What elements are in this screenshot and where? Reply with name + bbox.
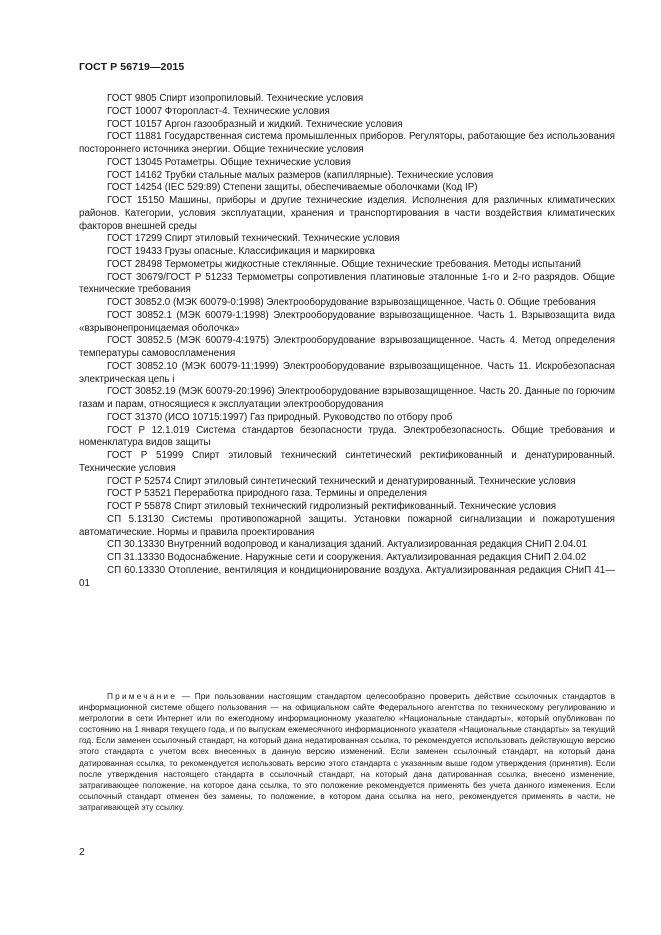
- note-paragraph: [79, 691, 615, 813]
- normative-references-list: [79, 93, 615, 590]
- reference-item: ГОСТ 30852.1 (МЭК 60079-1:1998) Электрооборудование взрывозащищенное. Часть 1. Взрывозащита вида «взрывонепроницаемая оболочка»: [79, 309, 615, 334]
- reference-item: ГОСТ 28498 Термометры жидкостные стеклянные. Общие технические требования. Методы испытаний: [107, 258, 581, 270]
- reference-item: ГОСТ 13045 Ротаметры. Общие технические условия: [107, 156, 351, 168]
- reference-item: ГОСТ Р 53521 Переработка природного газа. Термины и определения: [107, 488, 427, 500]
- reference-item: СП 60.13330 Отопление, вентиляция и кондиционирование воздуха. Актуализированная редакция СНиП 41—01: [79, 564, 615, 589]
- reference-item: ГОСТ 19433 Грузы опасные. Классификация и маркировка: [107, 246, 375, 257]
- reference-item: СП 31.13330 Водоснабжение. Наружные сети и сооружения. Актуализированная редакция СНиП 2.04.02: [107, 552, 587, 563]
- note-label: Примечание: [107, 691, 178, 701]
- reference-item: ГОСТ 10007 Фторопласт-4. Технические условия: [107, 105, 330, 117]
- reference-item: ГОСТ 9805 Спирт изопропиловый. Технические условия: [107, 93, 364, 104]
- note-text: При пользовании настоящим стандартом целесообразно проверить действие ссылочных стандартов в информационной системе общего пользования — на официальном сайте Федерального агентства по техническому регулированию и метрологии в сети Интернет или по ежегодному информационному указателю «Национальные стандарты», который опубликован по состоянию на 1 января текущего года, и по выпускам ежемесячного информационного указателя «Национальные стандарты» за текущий год. Если заменен ссылочный стандарт, на который дана недатированная ссылка, то рекомендуется использовать действующую версию этого стандарта с учетом всех внесенных в данную версию изменений. Если заменен ссылочный стандарт, на который дана датированная ссылка, то рекомендуется использовать версию этого стандарта с указанным выше годом утверждения (принятия). Если после утверждения настоящего стандарта в ссылочный стандарт, на который дана датированная ссылка, внесено изменение, затрагивающее положение, на которое дана ссылка, то это положение рекомендуется применять без учета данного изменения. Если ссылочный стандарт отменен без замены, то положение, в котором дана ссылка на него, рекомендуется применять в части, не затрагивающей эту ссылку.: [79, 691, 615, 812]
- reference-item: ГОСТ 14254 (IEC 529:89) Степени защиты, обеспечиваемые оболочками (Код IP): [107, 182, 478, 194]
- page-number: 2: [79, 846, 85, 858]
- note-dash: —: [177, 691, 195, 701]
- reference-item: ГОСТ 17299 Спирт этиловый технический. Технические условия: [107, 233, 400, 245]
- reference-item: ГОСТ Р 55878 Спирт этиловый технический гидролизный ректификованный. Технические условия: [107, 501, 557, 512]
- reference-item: ГОСТ 11881 Государственная система промышленных приборов. Регуляторы, работающие без использования постороннего источника энергии. Общие технические условия: [79, 131, 615, 155]
- reference-item: СП 5.13130 Системы противопожарной защиты. Установки пожарной сигнализации и пожаротушения автоматические. Нормы и правила проектирования: [79, 513, 615, 538]
- reference-item: ГОСТ Р 12.1.019 Система стандартов безопасности труда. Электробезопасность. Общие требования и номенклатура видов защиты: [79, 424, 615, 449]
- reference-item: ГОСТ 15150 Машины, приборы и другие технические изделия. Исполнения для различных климатических районов. Категории, условия эксплуатации, хранения и транспортирования в части воздействия климатических факторов внешней среды: [79, 195, 615, 232]
- note-block: [79, 691, 615, 813]
- reference-item: ГОСТ Р 51999 Спирт этиловый технический синтетический ректификованный и денатурированный. Технические условия: [79, 450, 615, 474]
- reference-item: ГОСТ 30852.0 (МЭК 60079-0:1998) Электрооборудование взрывозащищенное. Часть 0. Общие требования: [107, 297, 596, 308]
- document-header: ГОСТ Р 56719—2015: [79, 61, 185, 73]
- reference-item: ГОСТ 14162 Трубки стальные малых размеров (капиллярные). Технические условия: [107, 169, 494, 181]
- reference-item: ГОСТ 30852.10 (МЭК 60079-11:1999) Электрооборудование взрывозащищенное. Часть 11. Искробезопасная электрическая цепь i: [79, 360, 615, 385]
- reference-item: ГОСТ 31370 (ИСО 10715:1997) Газ природный. Руководство по отбору проб: [107, 411, 453, 423]
- reference-item: ГОСТ 30679/ГОСТ Р 51233 Термометры сопротивления платиновые эталонные 1-го и 2-го разрядов. Общие технические требования: [79, 271, 615, 296]
- reference-item: ГОСТ 30852.5 (МЭК 60079-4:1975) Электрооборудование взрывозащищенное. Часть 4. Метод определения температуры самовоспламенения: [79, 335, 615, 359]
- reference-item: ГОСТ 10157 Аргон газообразный и жидкий. Технические условия: [107, 118, 403, 130]
- reference-item: ГОСТ Р 52574 Спирт этиловый синтетический технический и денатурированный. Технические условия: [107, 475, 576, 487]
- reference-item: ГОСТ 30852.19 (МЭК 60079-20:1996) Электрооборудование взрывозащищенное. Часть 20. Данные по горючим газам и парам, относящиеся к эксплуатации электрооборудования: [79, 386, 615, 410]
- reference-item: СП 30.13330 Внутренний водопровод и канализация зданий. Актуализированная редакция СНиП 2.04.01: [107, 539, 588, 551]
